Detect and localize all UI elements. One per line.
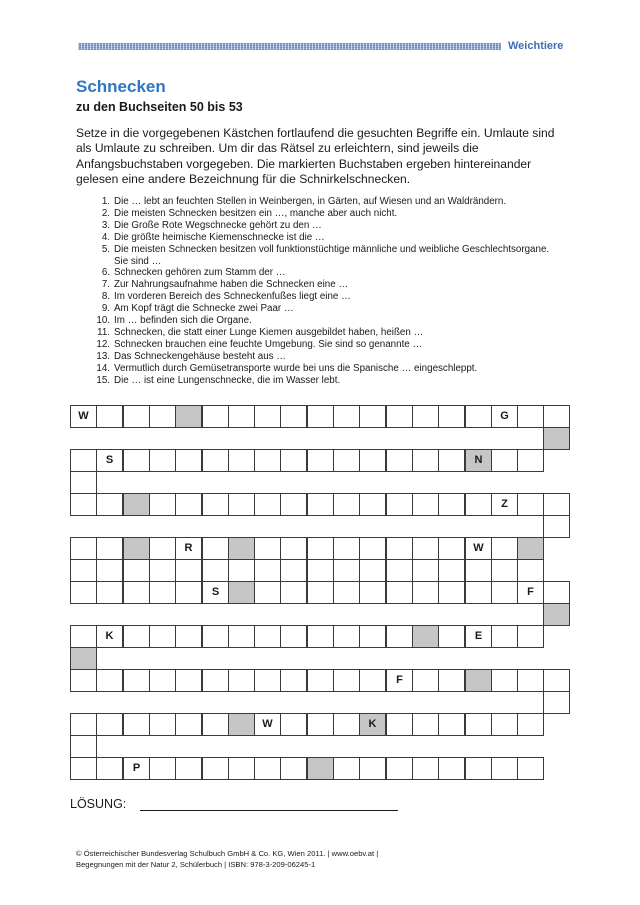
puzzle-cell[interactable] bbox=[96, 537, 123, 560]
puzzle-cell[interactable]: G bbox=[491, 405, 518, 428]
puzzle-cell[interactable] bbox=[228, 625, 255, 648]
clue-item bbox=[82, 351, 562, 363]
puzzle-cell[interactable] bbox=[465, 493, 492, 516]
solution-cell[interactable] bbox=[412, 625, 439, 648]
puzzle-cell[interactable] bbox=[149, 713, 176, 736]
puzzle-cell[interactable] bbox=[543, 691, 570, 714]
puzzle-cell[interactable] bbox=[412, 449, 439, 472]
puzzle-cell[interactable]: W bbox=[254, 713, 281, 736]
puzzle-cell[interactable] bbox=[70, 669, 97, 692]
clue-number: 8. bbox=[101, 291, 110, 303]
page-subtitle: zu den Buchseiten 50 bis 53 bbox=[76, 100, 243, 114]
puzzle-cell[interactable] bbox=[465, 559, 492, 582]
puzzle-cell[interactable] bbox=[517, 559, 544, 582]
puzzle-cell[interactable] bbox=[543, 515, 570, 538]
puzzle-cell[interactable] bbox=[543, 493, 570, 516]
puzzle-cell[interactable] bbox=[149, 757, 176, 780]
puzzle-cell[interactable] bbox=[96, 669, 123, 692]
clue-text: Die … lebt an feuchten Stellen in Weinbergen, in Gärten, auf Wiesen und an Waldrändern. bbox=[114, 196, 507, 207]
puzzle-cell[interactable] bbox=[280, 625, 307, 648]
puzzle-cell[interactable] bbox=[202, 449, 229, 472]
puzzle-cell[interactable] bbox=[438, 581, 465, 604]
clue-item bbox=[82, 232, 562, 244]
puzzle-cell[interactable] bbox=[386, 581, 413, 604]
clue-text: Die meisten Schnecken besitzen ein …, manche aber auch nicht. bbox=[114, 207, 398, 219]
puzzle-cell[interactable] bbox=[359, 625, 386, 648]
clue-item bbox=[82, 279, 562, 291]
puzzle-cell[interactable] bbox=[149, 449, 176, 472]
clue-item bbox=[82, 303, 562, 315]
clue-item bbox=[82, 363, 562, 375]
puzzle-cell[interactable] bbox=[412, 757, 439, 780]
puzzle-cell[interactable] bbox=[386, 625, 413, 648]
puzzle-cell[interactable] bbox=[438, 559, 465, 582]
clue-text: Zur Nahrungsaufnahme haben die Schnecken eine … bbox=[114, 279, 349, 291]
puzzle-cell[interactable]: E bbox=[465, 625, 492, 648]
puzzle-cell[interactable] bbox=[70, 537, 97, 560]
solution-cell[interactable]: N bbox=[465, 449, 492, 472]
clue-number: 7. bbox=[101, 279, 110, 291]
puzzle-cell[interactable] bbox=[333, 493, 360, 516]
puzzle-cell[interactable] bbox=[491, 581, 518, 604]
solution-cell[interactable] bbox=[228, 537, 255, 560]
puzzle-cell[interactable] bbox=[280, 493, 307, 516]
puzzle-cell[interactable] bbox=[412, 559, 439, 582]
puzzle-cell[interactable] bbox=[70, 559, 97, 582]
puzzle-cell[interactable] bbox=[412, 669, 439, 692]
solution-cell[interactable]: K bbox=[359, 713, 386, 736]
puzzle-cell[interactable] bbox=[438, 405, 465, 428]
solution-cell[interactable] bbox=[307, 757, 334, 780]
puzzle-cell[interactable] bbox=[465, 581, 492, 604]
puzzle-cell[interactable] bbox=[149, 669, 176, 692]
puzzle-cell[interactable] bbox=[359, 669, 386, 692]
clue-number: 10. bbox=[96, 315, 110, 327]
puzzle-cell[interactable] bbox=[280, 537, 307, 560]
puzzle-cell[interactable] bbox=[386, 405, 413, 428]
puzzle-cell[interactable] bbox=[517, 713, 544, 736]
puzzle-cell[interactable] bbox=[228, 669, 255, 692]
puzzle-cell[interactable] bbox=[70, 713, 97, 736]
clue-item bbox=[82, 315, 562, 327]
footer-publication: Begegnungen mit der Natur 2, Schülerbuch | ISBN: 978-3-209-06245-1 bbox=[76, 860, 316, 869]
puzzle-cell[interactable] bbox=[412, 405, 439, 428]
puzzle-cell[interactable] bbox=[202, 405, 229, 428]
puzzle-cell[interactable] bbox=[70, 757, 97, 780]
puzzle-cell[interactable] bbox=[359, 405, 386, 428]
clue-number: 3. bbox=[101, 219, 110, 231]
puzzle-cell[interactable] bbox=[228, 493, 255, 516]
puzzle-cell[interactable]: F bbox=[386, 669, 413, 692]
puzzle-cell[interactable] bbox=[333, 757, 360, 780]
puzzle-cell[interactable] bbox=[228, 449, 255, 472]
clue-text: Im vorderen Bereich des Schneckenfußes liegt eine … bbox=[114, 291, 351, 303]
clue-item bbox=[82, 267, 562, 279]
puzzle-cell[interactable] bbox=[491, 625, 518, 648]
clue-text: Am Kopf trägt die Schnecke zwei Paar … bbox=[114, 303, 294, 315]
puzzle-cell[interactable] bbox=[307, 449, 334, 472]
clue-list bbox=[82, 196, 562, 387]
clue-text: Vermutlich durch Gemüsetransporte wurde bei uns die Spanische … eingeschleppt. bbox=[114, 362, 478, 374]
clue-item bbox=[82, 196, 562, 208]
clue-text: Schnecken, die statt einer Lunge Kiemen ausgebildet haben, heißen … bbox=[114, 326, 424, 338]
clue-text: Schnecken gehören zum Stamm der … bbox=[114, 267, 286, 279]
solution-cell[interactable] bbox=[543, 603, 570, 626]
puzzle-cell[interactable] bbox=[307, 713, 334, 736]
puzzle-cell[interactable] bbox=[149, 493, 176, 516]
footer-copyright: © Österreichischer Bundesverlag Schulbuch GmbH & Co. KG, Wien 2011. | www.oebv.at | bbox=[76, 849, 379, 858]
puzzle-cell[interactable] bbox=[386, 757, 413, 780]
puzzle-cell[interactable] bbox=[96, 493, 123, 516]
puzzle-cell[interactable] bbox=[412, 537, 439, 560]
puzzle-cell[interactable] bbox=[96, 757, 123, 780]
puzzle-cell[interactable] bbox=[438, 757, 465, 780]
solution-label: LÖSUNG: bbox=[70, 797, 127, 811]
puzzle-cell[interactable] bbox=[386, 449, 413, 472]
puzzle-cell[interactable] bbox=[359, 537, 386, 560]
puzzle-cell[interactable] bbox=[175, 559, 202, 582]
solution-cell[interactable] bbox=[123, 493, 150, 516]
solution-cell[interactable] bbox=[123, 537, 150, 560]
puzzle-cell[interactable]: F bbox=[517, 581, 544, 604]
puzzle-cell[interactable] bbox=[465, 757, 492, 780]
puzzle-cell[interactable] bbox=[123, 449, 150, 472]
puzzle-cell[interactable] bbox=[202, 559, 229, 582]
clue-item bbox=[82, 291, 562, 303]
puzzle-cell[interactable]: W bbox=[465, 537, 492, 560]
puzzle-cell[interactable] bbox=[123, 625, 150, 648]
puzzle-cell[interactable] bbox=[307, 559, 334, 582]
puzzle-cell[interactable] bbox=[307, 405, 334, 428]
puzzle-cell[interactable] bbox=[465, 713, 492, 736]
puzzle-cell[interactable]: P bbox=[123, 757, 150, 780]
puzzle-cell[interactable] bbox=[70, 735, 97, 758]
puzzle-cell[interactable] bbox=[96, 581, 123, 604]
puzzle-cell[interactable] bbox=[412, 581, 439, 604]
puzzle-cell[interactable] bbox=[254, 757, 281, 780]
puzzle-cell[interactable] bbox=[175, 581, 202, 604]
puzzle-cell[interactable]: R bbox=[175, 537, 202, 560]
puzzle-cell[interactable] bbox=[123, 405, 150, 428]
puzzle-cell[interactable] bbox=[149, 559, 176, 582]
puzzle-cell[interactable] bbox=[202, 493, 229, 516]
puzzle-cell[interactable] bbox=[359, 757, 386, 780]
clue-number: 1. bbox=[101, 196, 110, 207]
puzzle-cell[interactable] bbox=[149, 405, 176, 428]
puzzle-cell[interactable] bbox=[280, 713, 307, 736]
puzzle-cell[interactable] bbox=[70, 625, 97, 648]
puzzle-cell[interactable] bbox=[517, 669, 544, 692]
clue-number: 11. bbox=[97, 326, 110, 338]
instructions: Setze in die vorgegebenen Kästchen fortlaufend die gesuchten Begriffe ein. Umlaute sind als Umlaute zu schreiben. Um dir das Rätsel zu erleichtern, sind jeweils die Anfangsbuchstaben vorgegeben. Die markierten Buchstaben ergeben hintereinander gelesen eine andere Bezeichnung für die Schnirkelschnecken. bbox=[76, 126, 555, 186]
header-decoration-bar bbox=[78, 43, 501, 50]
puzzle-cell[interactable] bbox=[517, 405, 544, 428]
puzzle-cell[interactable] bbox=[202, 757, 229, 780]
solution-cell[interactable] bbox=[70, 647, 97, 670]
clue-item bbox=[82, 375, 562, 387]
puzzle-cell[interactable] bbox=[280, 669, 307, 692]
puzzle-cell[interactable]: Z bbox=[491, 493, 518, 516]
puzzle-cell[interactable] bbox=[123, 559, 150, 582]
puzzle-cell[interactable] bbox=[96, 405, 123, 428]
puzzle-cell[interactable] bbox=[333, 559, 360, 582]
puzzle-cell[interactable] bbox=[386, 537, 413, 560]
clue-number: 15. bbox=[96, 374, 110, 386]
clue-text: Die meisten Schnecken besitzen voll funktionstüchtige männliche und weibliche Geschlechtsorgane. Sie sind … bbox=[114, 243, 550, 267]
puzzle-cell[interactable] bbox=[307, 581, 334, 604]
puzzle-cell[interactable] bbox=[543, 405, 570, 428]
puzzle-cell[interactable] bbox=[254, 493, 281, 516]
puzzle-cell[interactable] bbox=[438, 493, 465, 516]
puzzle-cell[interactable] bbox=[386, 559, 413, 582]
puzzle-cell[interactable]: S bbox=[96, 449, 123, 472]
clue-number: 5. bbox=[101, 243, 110, 255]
clue-number: 9. bbox=[101, 303, 110, 315]
puzzle-cell[interactable] bbox=[359, 559, 386, 582]
clue-number: 14. bbox=[96, 362, 110, 374]
puzzle-cell[interactable] bbox=[517, 625, 544, 648]
clue-item bbox=[82, 327, 562, 339]
puzzle-cell[interactable] bbox=[175, 493, 202, 516]
clue-number: 13. bbox=[96, 350, 110, 362]
puzzle-cell[interactable] bbox=[307, 625, 334, 648]
clue-text: Im … befinden sich die Organe. bbox=[114, 315, 252, 327]
puzzle-cell[interactable] bbox=[70, 449, 97, 472]
solution-cell[interactable] bbox=[228, 713, 255, 736]
puzzle-cell[interactable] bbox=[280, 581, 307, 604]
puzzle-cell[interactable] bbox=[491, 537, 518, 560]
puzzle-cell[interactable] bbox=[333, 449, 360, 472]
puzzle-cell[interactable] bbox=[280, 757, 307, 780]
puzzle-cell[interactable] bbox=[517, 449, 544, 472]
puzzle-cell[interactable] bbox=[438, 625, 465, 648]
clue-item bbox=[82, 244, 562, 268]
puzzle-cell[interactable]: K bbox=[96, 625, 123, 648]
puzzle-cell[interactable] bbox=[202, 537, 229, 560]
puzzle-cell[interactable] bbox=[96, 713, 123, 736]
puzzle-cell[interactable] bbox=[228, 405, 255, 428]
clue-text: Das Schneckengehäuse besteht aus … bbox=[114, 350, 287, 362]
puzzle-cell[interactable] bbox=[438, 713, 465, 736]
puzzle-cell[interactable] bbox=[491, 449, 518, 472]
puzzle-cell[interactable] bbox=[307, 669, 334, 692]
puzzle-cell[interactable] bbox=[228, 757, 255, 780]
puzzle-cell[interactable] bbox=[149, 625, 176, 648]
page-title: Schnecken bbox=[76, 77, 166, 96]
clue-text: Die … ist eine Lungenschnecke, die im Wasser lebt. bbox=[114, 374, 341, 386]
clue-number: 4. bbox=[101, 231, 110, 243]
puzzle-cell[interactable] bbox=[175, 625, 202, 648]
puzzle-cell[interactable]: S bbox=[202, 581, 229, 604]
solution-cell[interactable] bbox=[228, 581, 255, 604]
puzzle-cell[interactable] bbox=[228, 559, 255, 582]
puzzle-cell[interactable] bbox=[175, 449, 202, 472]
puzzle-cell[interactable] bbox=[254, 449, 281, 472]
puzzle-cell[interactable] bbox=[333, 405, 360, 428]
puzzle-cell[interactable] bbox=[307, 493, 334, 516]
puzzle-cell[interactable] bbox=[543, 669, 570, 692]
clue-number: 6. bbox=[101, 267, 110, 279]
solution-line[interactable] bbox=[140, 810, 398, 811]
puzzle-cell[interactable] bbox=[491, 669, 518, 692]
puzzle-cell[interactable] bbox=[280, 449, 307, 472]
puzzle-cell[interactable] bbox=[438, 669, 465, 692]
puzzle-cell[interactable] bbox=[123, 713, 150, 736]
clue-item bbox=[82, 339, 562, 351]
puzzle-cell[interactable] bbox=[438, 537, 465, 560]
puzzle-cell[interactable] bbox=[386, 713, 413, 736]
clue-text: Die größte heimische Kiemenschnecke ist die … bbox=[114, 231, 325, 243]
puzzle-cell[interactable] bbox=[202, 669, 229, 692]
puzzle-cell[interactable] bbox=[359, 449, 386, 472]
clue-number: 2. bbox=[101, 207, 110, 219]
footer bbox=[76, 848, 496, 870]
puzzle-cell[interactable] bbox=[333, 581, 360, 604]
puzzle-cell[interactable] bbox=[491, 757, 518, 780]
puzzle-cell[interactable] bbox=[465, 405, 492, 428]
puzzle-cell[interactable] bbox=[543, 581, 570, 604]
solution-cell[interactable] bbox=[465, 669, 492, 692]
puzzle-cell[interactable] bbox=[254, 405, 281, 428]
puzzle-cell[interactable] bbox=[254, 559, 281, 582]
puzzle-cell[interactable] bbox=[123, 581, 150, 604]
puzzle-cell[interactable] bbox=[175, 669, 202, 692]
clue-number: 12. bbox=[96, 338, 110, 350]
puzzle-cell[interactable] bbox=[123, 669, 150, 692]
puzzle-cell[interactable] bbox=[70, 581, 97, 604]
puzzle-cell[interactable] bbox=[333, 625, 360, 648]
clue-item bbox=[82, 208, 562, 220]
puzzle-cell[interactable] bbox=[202, 625, 229, 648]
puzzle-cell[interactable] bbox=[70, 493, 97, 516]
puzzle-cell[interactable] bbox=[517, 757, 544, 780]
puzzle-cell[interactable] bbox=[175, 713, 202, 736]
puzzle-cell[interactable] bbox=[412, 493, 439, 516]
puzzle-cell[interactable] bbox=[202, 713, 229, 736]
puzzle-cell[interactable] bbox=[175, 757, 202, 780]
puzzle-cell[interactable] bbox=[438, 449, 465, 472]
puzzle-cell[interactable] bbox=[359, 581, 386, 604]
section-label: Weichtiere bbox=[508, 40, 564, 52]
puzzle-cell[interactable] bbox=[412, 713, 439, 736]
puzzle-cell[interactable] bbox=[280, 559, 307, 582]
puzzle-cell[interactable] bbox=[333, 537, 360, 560]
puzzle-cell[interactable] bbox=[254, 581, 281, 604]
puzzle-cell[interactable] bbox=[517, 493, 544, 516]
solution-cell[interactable] bbox=[543, 427, 570, 450]
puzzle-cell[interactable]: W bbox=[70, 405, 97, 428]
clue-text: Schnecken brauchen eine feuchte Umgebung. Sie sind so genannte … bbox=[114, 338, 423, 350]
puzzle-cell[interactable] bbox=[307, 537, 334, 560]
puzzle-cell[interactable] bbox=[254, 537, 281, 560]
puzzle-cell[interactable] bbox=[333, 669, 360, 692]
clue-text: Die Große Rote Wegschnecke gehört zu den … bbox=[114, 219, 322, 231]
puzzle-cell[interactable] bbox=[333, 713, 360, 736]
puzzle-cell[interactable] bbox=[386, 493, 413, 516]
puzzle-cell[interactable] bbox=[280, 405, 307, 428]
puzzle-cell[interactable] bbox=[70, 471, 97, 494]
puzzle-cell[interactable] bbox=[491, 559, 518, 582]
puzzle-cell[interactable] bbox=[96, 559, 123, 582]
puzzle-cell[interactable] bbox=[254, 669, 281, 692]
puzzle-cell[interactable] bbox=[149, 537, 176, 560]
puzzle-cell[interactable] bbox=[491, 713, 518, 736]
solution-cell[interactable] bbox=[517, 537, 544, 560]
puzzle-cell[interactable] bbox=[149, 581, 176, 604]
clue-item bbox=[82, 220, 562, 232]
puzzle-cell[interactable] bbox=[254, 625, 281, 648]
solution-cell[interactable] bbox=[175, 405, 202, 428]
puzzle-cell[interactable] bbox=[359, 493, 386, 516]
